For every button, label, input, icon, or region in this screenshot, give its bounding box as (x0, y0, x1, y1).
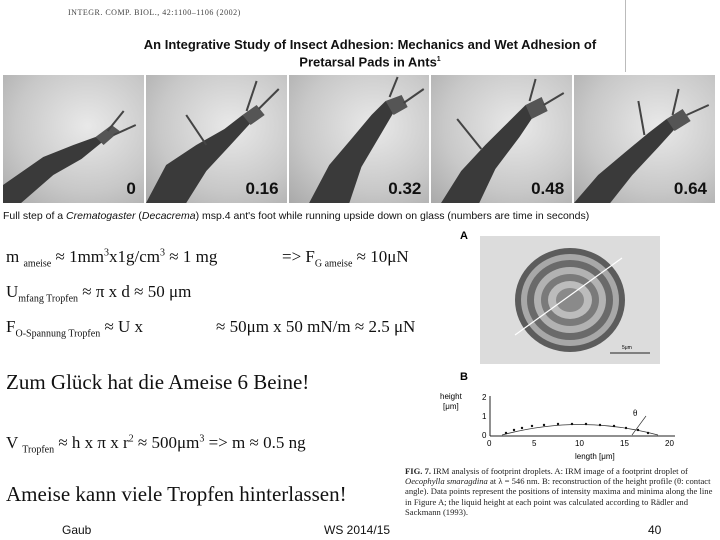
ant-foot-frame (3, 75, 144, 203)
figure-caption-text: IRM analysis of footprint droplets. A: IRM image of a footprint droplet of (431, 466, 688, 476)
figure-caption-text: at λ = 546 nm. B: reconstruction of the height profile (θ: contact angle). Data points represent the positions of intensity maxima and minima along the line in Figure A; the liquid height at each point was calculated according to Rädler and Sackmann (1993). (405, 476, 713, 517)
frame-time-label: 0.16 (245, 179, 279, 198)
caption-text: ) msp.4 ant's foot while running upside down on glass (numbers are time in seconds) (195, 210, 590, 222)
formula-mass (6, 247, 217, 269)
contact-angle-symbol: θ (633, 408, 638, 418)
scale-bar-label: 5μm (622, 345, 632, 351)
paper-title (70, 37, 670, 69)
frame-time-label: 0 (126, 179, 136, 198)
paper-title-line-1: An Integrative Study of Insect Adhesion: Mechanics and Wet Adhesion of (143, 37, 597, 52)
formula-text: ≈ 10μN (352, 247, 409, 266)
contact-angle-tangent (632, 416, 646, 435)
y-tick: 2 (482, 393, 487, 402)
figure-caption (405, 466, 715, 517)
formula-superscript: 3 (199, 433, 205, 445)
formula-text: F (6, 317, 16, 336)
formula-superscript: 3 (104, 247, 110, 259)
formula-surface-tension (6, 317, 143, 339)
ant-foot-image-strip (3, 75, 715, 203)
figure-label-b: B (460, 371, 468, 383)
formula-subscript: Tropfen (22, 444, 55, 456)
caption-text: Full step of a (3, 210, 67, 222)
formula-volume (6, 433, 306, 455)
ant-foot-frame (289, 75, 430, 203)
paper-title-footnote: 1 (436, 56, 441, 63)
caption-subgenus: Decacrema (141, 210, 196, 222)
image-strip-caption (3, 210, 589, 222)
paper-title-line-2: Pretarsal Pads in Ants (299, 54, 437, 70)
figure-caption-species: Oecophylla smaragdina (405, 476, 488, 487)
irm-figure (410, 228, 720, 473)
page-number: 40 (648, 523, 662, 537)
formula-text: x1g/cm (109, 247, 161, 266)
formula-subscript: ameise (23, 258, 52, 270)
formula-subscript: G ameise (314, 258, 353, 270)
height-profile-curve (502, 425, 658, 436)
formula-text: ≈ 500μm (133, 433, 200, 452)
paper-title-line-2-wrap (70, 52, 670, 69)
statement-many-droplets: Ameise kann viele Tropfen hinterlassen! (6, 482, 347, 506)
ant-foot-frame (146, 75, 287, 203)
caption-genus: Crematogaster (66, 210, 136, 222)
formula-text: => F (282, 247, 315, 266)
frame-time-label: 0.32 (388, 179, 422, 198)
formula-subscript: mfang Tropfen (18, 293, 79, 305)
ant-foot-frame (431, 75, 572, 203)
formula-text: ≈ U x (100, 317, 144, 336)
formula-circumference (6, 282, 191, 304)
height-axis-label: height (440, 392, 462, 401)
height-axis-unit: [μm] (443, 402, 459, 411)
formula-text: ≈ 1mm (51, 247, 105, 266)
formula-text: ≈ π x d ≈ 50 μm (78, 282, 192, 301)
formula-force (282, 247, 409, 269)
statement-six-legs: Zum Glück hat die Ameise 6 Beine! (6, 370, 310, 394)
figure-label-a: A (460, 230, 468, 242)
ant-foot-frame (574, 75, 715, 203)
footer-semester: WS 2014/15 (324, 523, 391, 537)
formula-subscript: O-Spannung Tropfen (15, 328, 101, 340)
footer-author: Gaub (62, 523, 92, 537)
droplet-rings (515, 248, 625, 352)
formula-superscript: 3 (160, 247, 166, 259)
formula-text: => m ≈ 0.5 ng (204, 433, 306, 452)
x-tick: 5 (532, 439, 537, 448)
formula-text: U (6, 282, 19, 301)
formula-text: m (6, 247, 24, 266)
x-tick: 10 (575, 439, 584, 448)
frame-time-label: 0.48 (531, 179, 565, 198)
x-tick: 20 (665, 439, 674, 448)
x-tick: 15 (620, 439, 629, 448)
caption-text: ( (135, 210, 142, 222)
formula-text: V (6, 433, 23, 452)
length-axis-label: length [μm] (575, 452, 615, 461)
y-tick: 0 (482, 431, 487, 440)
journal-header: INTEGR. COMP. BIOL., 42:1100–1106 (2002) (68, 8, 241, 17)
formula-superscript: 2 (128, 433, 134, 445)
ant-leg-image (3, 75, 144, 203)
formula-surface-tension-result: ≈ 50μm x 50 mN/m ≈ 2.5 μN (216, 317, 416, 336)
figure-caption-prefix: FIG. 7. (405, 466, 432, 476)
formula-text: ≈ h x π x r (54, 433, 129, 452)
formula-text: ≈ 1 mg (165, 247, 218, 266)
x-tick: 0 (487, 439, 492, 448)
frame-time-label: 0.64 (673, 179, 707, 198)
y-tick: 1 (482, 412, 487, 421)
